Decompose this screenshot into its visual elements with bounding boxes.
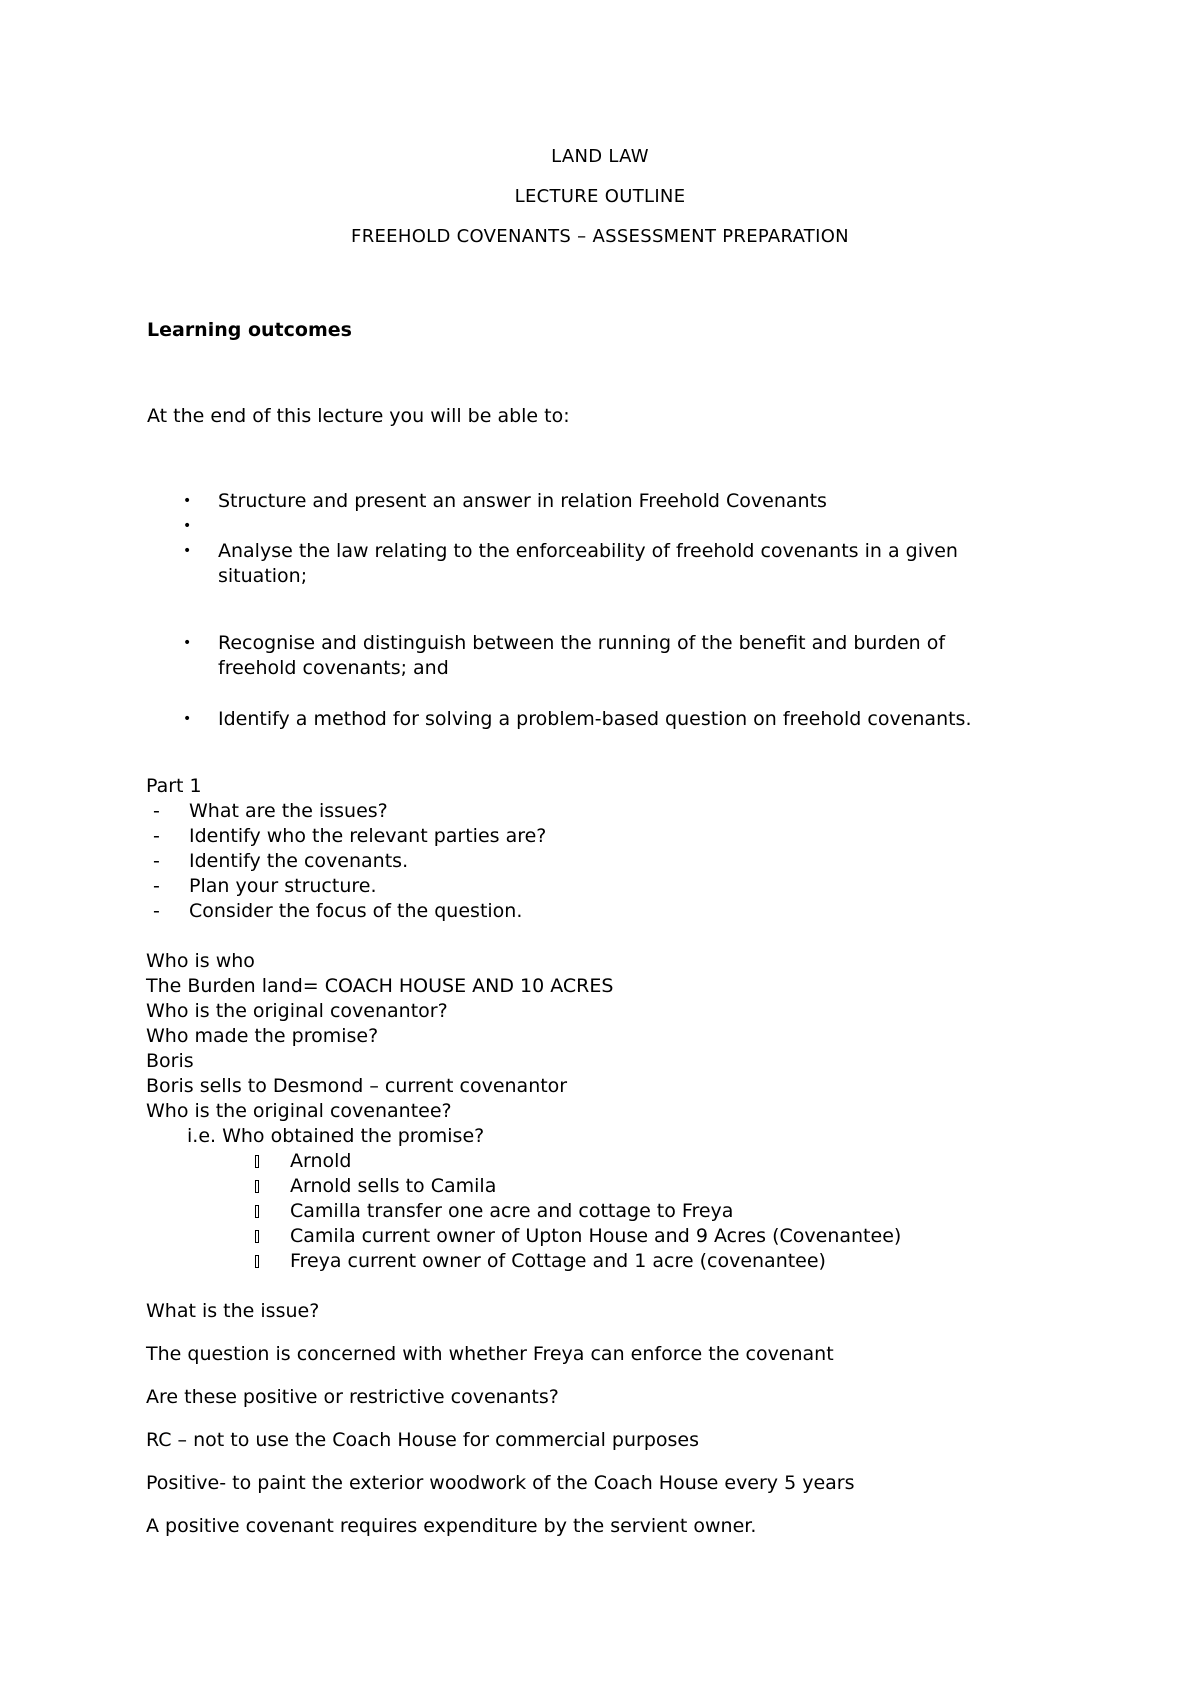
issue-line: What is the issue? bbox=[146, 1300, 320, 1322]
course-title: LAND LAW bbox=[551, 146, 649, 167]
issue-line: Positive- to paint the exterior woodwork of the Coach House every 5 years bbox=[146, 1472, 855, 1494]
outcome-item: Structure and present an answer in relation Freehold Covenants bbox=[218, 490, 827, 512]
dash-marker: - bbox=[153, 825, 160, 847]
outcome-item: Identify a method for solving a problem-based question on freehold covenants. bbox=[218, 708, 972, 730]
square-bullet-icon bbox=[255, 1155, 259, 1168]
bullet-icon: • bbox=[183, 493, 192, 509]
learning-outcomes-intro: At the end of this lecture you will be able to: bbox=[147, 405, 570, 427]
learning-outcomes-heading: Learning outcomes bbox=[147, 319, 352, 341]
covenantee-item: Freya current owner of Cottage and 1 acre (covenantee) bbox=[290, 1250, 826, 1272]
bullet-icon: • bbox=[183, 635, 192, 651]
dash-marker: - bbox=[153, 850, 160, 872]
part1-item: Consider the focus of the question. bbox=[189, 900, 523, 922]
outcome-item-continuation: situation; bbox=[218, 565, 308, 587]
bullet-icon: • bbox=[183, 543, 192, 559]
square-bullet-icon bbox=[255, 1205, 259, 1218]
who-line: Who is the original covenantor? bbox=[146, 1000, 448, 1022]
dash-marker: - bbox=[153, 875, 160, 897]
issue-line: The question is concerned with whether Freya can enforce the covenant bbox=[146, 1343, 834, 1365]
outcome-item: Analyse the law relating to the enforceability of freehold covenants in a given bbox=[218, 540, 958, 562]
bullet-icon: • bbox=[183, 711, 192, 727]
covenantee-item: Camila current owner of Upton House and 9 Acres (Covenantee) bbox=[290, 1225, 902, 1247]
square-bullet-icon bbox=[255, 1230, 259, 1243]
part1-item: What are the issues? bbox=[189, 800, 388, 822]
dash-marker: - bbox=[153, 900, 160, 922]
who-line: Who is who bbox=[146, 950, 255, 972]
who-line: Boris bbox=[146, 1050, 194, 1072]
covenantee-item: Arnold bbox=[290, 1150, 352, 1172]
who-line: Who made the promise? bbox=[146, 1025, 379, 1047]
part1-item: Identify who the relevant parties are? bbox=[189, 825, 547, 847]
who-line: Boris sells to Desmond – current covenantor bbox=[146, 1075, 568, 1097]
outcome-item: Recognise and distinguish between the running of the benefit and burden of bbox=[218, 632, 946, 654]
who-line: Who is the original covenantee? bbox=[146, 1100, 452, 1122]
square-bullet-icon bbox=[255, 1255, 259, 1268]
issue-line: A positive covenant requires expenditure by the servient owner. bbox=[146, 1515, 757, 1537]
lecture-topic: FREEHOLD COVENANTS – ASSESSMENT PREPARATION bbox=[351, 226, 849, 247]
issue-line: RC – not to use the Coach House for commercial purposes bbox=[146, 1429, 700, 1451]
lecture-type: LECTURE OUTLINE bbox=[514, 186, 686, 207]
issue-line: Are these positive or restrictive covenants? bbox=[146, 1386, 559, 1408]
part1-heading: Part 1 bbox=[146, 775, 202, 797]
bullet-icon: • bbox=[183, 518, 192, 534]
outcome-item-continuation: freehold covenants; and bbox=[218, 657, 449, 679]
part1-item: Identify the covenants. bbox=[189, 850, 409, 872]
covenantee-item: Arnold sells to Camila bbox=[290, 1175, 497, 1197]
dash-marker: - bbox=[153, 800, 160, 822]
square-bullet-icon bbox=[255, 1180, 259, 1193]
covenantee-item: Camilla transfer one acre and cottage to Freya bbox=[290, 1200, 734, 1222]
who-ie-line: i.e. Who obtained the promise? bbox=[187, 1125, 485, 1147]
part1-item: Plan your structure. bbox=[189, 875, 377, 897]
who-line: The Burden land= COACH HOUSE AND 10 ACRES bbox=[146, 975, 614, 997]
